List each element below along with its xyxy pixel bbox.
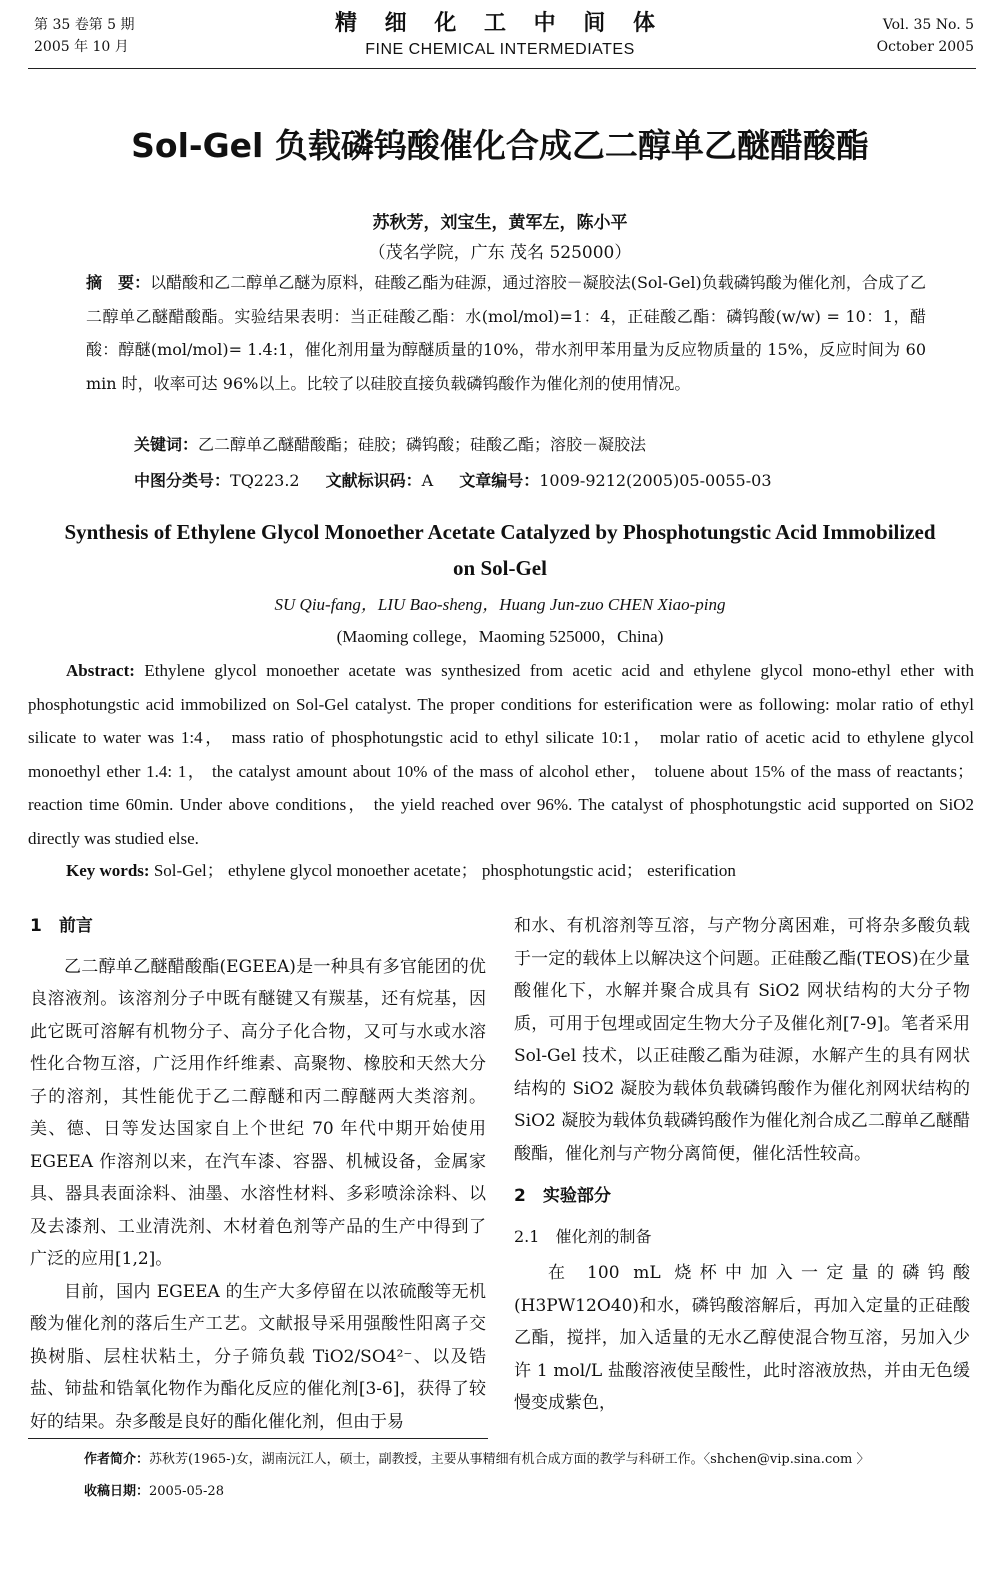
keywords-cn [134, 432, 934, 455]
paper-title-en: Synthesis of Ethylene Glycol Monoether Acetate Catalyzed by Phosphotungstic Acid Immobilized on Sol-Gel [64, 520, 936, 580]
author-bio-text: 苏秋芳(1965-)女，湖南沅江人，硕士，副教授，主要从事精细有机合成方面的教学与科研工作。〈shchen@vip.sina.com 〉 [149, 1452, 870, 1467]
section-heading-introduction: 1 前言 [30, 916, 93, 936]
journal-name-en: FINE CHEMICAL INTERMEDIATES [365, 41, 635, 58]
journal-name [0, 6, 1000, 59]
keywords-cn-text: 乙二醇单乙醚醋酸酯；硅胶；磷钨酸；硅酸乙酯；溶胶－凝胶法 [198, 435, 647, 454]
intro-paragraph-2-continued: 和水、有机溶剂等互溶，与产物分离困难，可将杂多酸负载于一定的载体上以解决这个问题。正硅酸乙酯(TEOS)在少量酸催化下，水解并聚合成具有 SiO2 网状结构的大分子物质，可用于包埋或固定生物大分子及催化剂[7-9]。笔者采用 Sol-Gel 技术，以正硅酸乙酯为硅源，水解产生的具有网状结构的 SiO2 凝胶为载体负载磷钨酸作为催化剂网状结构的 SiO2 凝胶为载体负载磷钨酸作为催化剂合成乙二醇单乙醚醋酸酯，催化剂与产物分离简便，催化活性较高。 [514, 916, 970, 1164]
authors-en: SU Qiu-fang，LIU Bao-sheng，Huang Jun-zuo CHEN Xiao-ping [274, 595, 726, 614]
abstract-cn-label: 摘 要： [86, 273, 151, 292]
intro-paragraph-1: 乙二醇单乙醚醋酸酯(EGEEA)是一种具有多官能团的优良溶液剂。该溶剂分子中既有醚键又有羰基，还有烷基，因此它既可溶解有机物分子、高分子化合物，又可与水或水溶性化合物互溶，广泛用作纤维素、高聚物、橡胶和天然大分子的溶剂，其性能优于乙二醇醚和丙二醇醚两大类溶剂。美、德、日等发达国家自上个世纪 70 年代中期开始使用 EGEEA 作溶剂以来，在汽车漆、容器、机械设备，金属家具、器具表面涂料、油墨、水溶性材料、多彩喷涂涂料、以及去漆剂、工业清洗剂、木材着色剂等产品的生产中得到了广泛的应用[1,2]。 [30, 956, 486, 1269]
article-number-label: 文章编号： [459, 471, 540, 490]
keywords-en-text: Sol-Gel； ethylene glycol monoether acetate； phosphotungstic acid； esterification [149, 861, 736, 880]
clc-value: TQ223.2 [230, 471, 300, 490]
doc-code-label: 文献标识码： [325, 471, 422, 490]
page-header [0, 0, 1000, 70]
author-bio-footnote [84, 1448, 964, 1467]
keywords-en [66, 856, 966, 881]
issue-date-cn: 2005 年 10 月 [34, 39, 129, 55]
received-date-value: 2005-05-28 [149, 1484, 224, 1499]
doc-code-value: A [421, 471, 434, 490]
issue-number-cn: 第 35 卷第 5 期 [34, 17, 135, 33]
clc-label: 中图分类号： [134, 471, 231, 490]
abstract-en-label: Abstract: [66, 661, 135, 680]
received-date-footnote [84, 1480, 964, 1499]
received-date-label: 收稿日期： [84, 1484, 150, 1499]
paper-title-cn: Sol-Gel 负载磷钨酸催化合成乙二醇单乙醚醋酸酯 [131, 126, 869, 165]
subsection-heading-catalyst-prep: 2.1 催化剂的制备 [514, 1226, 652, 1246]
section-heading-experimental: 2 实验部分 [514, 1186, 611, 1206]
keywords-en-label: Key words: [66, 861, 150, 880]
abstract-en-text: Ethylene glycol monoether acetate was synthesized from acetic acid and ethylene glycol mono-ethyl ether with phosphotungstic acid immobilized on Sol-Gel catalyst. The proper conditions for esterification were as following: molar ratio of ethyl silicate to water was 1:4， mass ratio of phosphotungstic acid to ethyl silicate 10:1， molar ratio of acetic acid to ethylene glycol monoethyl ether 1.4: 1， the catalyst amount about 10% of the mass of alcohol ether， toluene about 15% of the mass of reactants； reaction time 60min. Under above conditions， the yield reached over 96%. The catalyst of phosphotungstic acid supported on SiO2 directly was studied else. [28, 661, 974, 848]
footnote-rule [28, 1438, 488, 1439]
affiliation-cn: （茂名学院，广东 茂名 525000） [368, 243, 632, 263]
header-rule [28, 68, 976, 69]
keywords-cn-label: 关键词： [134, 435, 199, 454]
intro-paragraph-2: 目前，国内 EGEEA 的生产大多停留在以浓硫酸等无机酸为催化剂的落后生产工艺。文献报导采用强酸性阳离子交换树脂、层柱状粘土，分子筛负载 TiO2/SO4²⁻、以及锆盐、铈盐和锆氧化物作为酯化反应的催化剂[3-6]，获得了较好的结果。杂多酸是良好的酯化催化剂，但由于易 [30, 1281, 486, 1432]
classification-line [134, 468, 954, 491]
journal-name-cn: 精 细 化 工 中 间 体 [335, 11, 665, 36]
affiliation-en: (Maoming college，Maoming 525000，China) [336, 627, 664, 646]
volume-en: Vol. 35 No. 5 [882, 17, 974, 33]
catalyst-prep-paragraph: 在 100 mL 烧杯中加入一定量的磷钨酸(H3PW12O40)和水，磷钨酸溶解后，再加入定量的正硅酸乙酯，搅拌，加入适量的无水乙醇使混合物互溶，另加入少许 1 mol/L 盐酸溶液使呈酸性，此时溶液放热，并由无色缓慢变成紫色， [514, 1263, 970, 1413]
body-column-right [514, 910, 970, 1420]
abstract-cn-text: 以醋酸和乙二醇单乙醚为原料，硅酸乙酯为硅源，通过溶胶－凝胶法(Sol-Gel)负载磷钨酸为催化剂，合成了乙二醇单乙醚醋酸酯。实验结果表明：当正硅酸乙酯：水(mol/mol)=1：4，正硅酸乙酯：磷钨酸(w/w) = 10：1，醋酸：醇醚(mol/mol)= 1.4:1，催化剂用量为醇醚质量的10%，带水剂甲苯用量为反应物质量的 15%，反应时间为 60 min 时，收率可达 96%以上。比较了以硅胶直接负载磷钨酸作为催化剂的使用情况。 [86, 273, 926, 393]
article-number-value: 1009-9212(2005)05-0055-03 [539, 471, 772, 490]
issue-date-en: October 2005 [876, 39, 974, 55]
abstract-cn [86, 266, 926, 400]
body-column-left [30, 910, 486, 1438]
abstract-en [28, 654, 974, 856]
authors-cn: 苏秋芳，刘宝生，黄军左，陈小平 [372, 213, 628, 233]
author-bio-label: 作者简介： [84, 1452, 150, 1467]
issue-info-en [877, 14, 974, 58]
